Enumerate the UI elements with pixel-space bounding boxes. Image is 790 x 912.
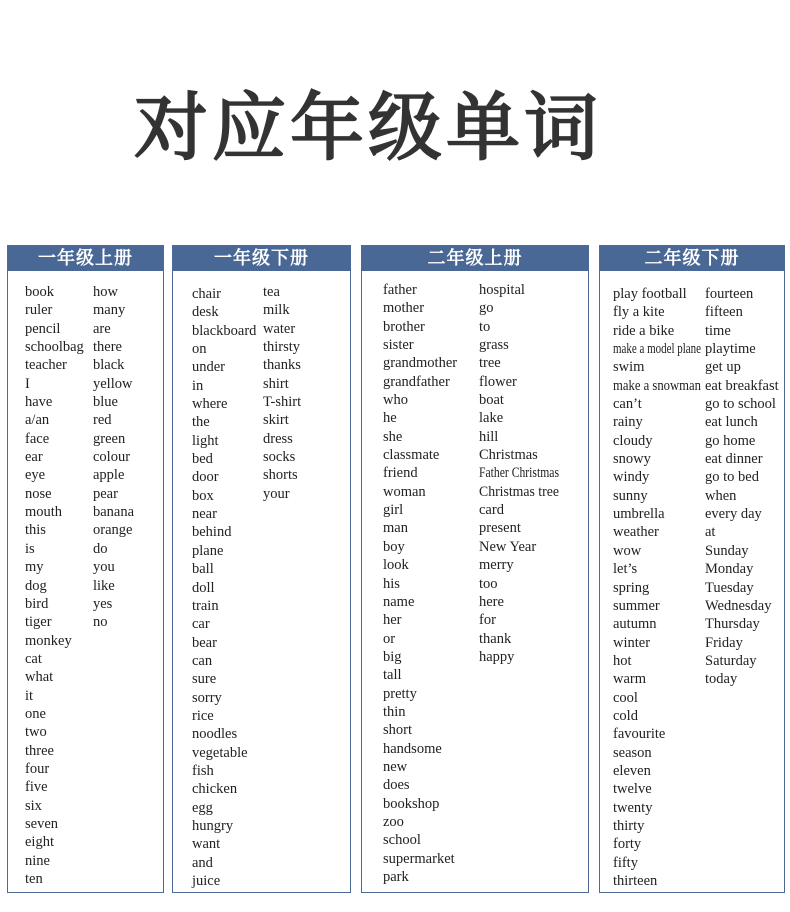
word-item: three — [25, 742, 54, 759]
word-item: twenty — [613, 799, 653, 816]
word-item: look — [383, 557, 409, 574]
word-item: sunny — [613, 487, 648, 504]
word-item: train — [192, 597, 219, 614]
word-item: supermarket — [383, 850, 455, 867]
word-item: Christmas tree — [479, 483, 559, 500]
word-item: tall — [383, 667, 402, 684]
word-item: nose — [25, 485, 52, 502]
word-item: a/an — [25, 412, 50, 429]
word-item: banana — [93, 504, 135, 521]
word-item: thin — [383, 703, 406, 720]
panel-header: 一年级下册 — [173, 246, 350, 271]
word-item: schoolbag — [25, 339, 84, 356]
word-item: here — [479, 593, 504, 610]
word-item: where — [192, 396, 228, 413]
word-item: pencil — [25, 320, 61, 337]
word-item: on — [192, 341, 207, 358]
word-item: school — [383, 832, 421, 849]
word-item: fish — [192, 762, 214, 779]
word-item: fifteen — [705, 304, 743, 321]
word-item: spring — [613, 579, 650, 596]
word-item: his — [383, 575, 400, 592]
word-item: can — [192, 652, 213, 669]
word-item: or — [383, 630, 396, 647]
word-item: orange — [93, 522, 133, 539]
word-item: tea — [263, 284, 280, 300]
word-item: park — [383, 869, 409, 885]
word-item: lake — [479, 410, 504, 427]
word-item: car — [192, 616, 210, 633]
word-item: mouth — [25, 504, 63, 521]
word-item: six — [25, 797, 42, 814]
word-item: want — [192, 836, 221, 853]
word-item: for — [479, 612, 496, 629]
word-item: grandmother — [383, 355, 458, 372]
word-item: does — [383, 777, 410, 794]
word-item: red — [93, 412, 112, 429]
word-item: she — [383, 428, 403, 445]
word-item: face — [25, 430, 50, 447]
word-item: dress — [263, 430, 293, 447]
word-item: one — [25, 705, 46, 722]
word-item: grass — [479, 337, 509, 354]
word-item: this — [25, 522, 46, 539]
word-item: bed — [192, 451, 213, 468]
word-item: I — [25, 375, 30, 392]
word-item: monkey — [25, 632, 72, 649]
word-item: in — [192, 377, 204, 394]
word-item: sister — [383, 337, 414, 354]
word-item: nine — [25, 852, 50, 869]
word-item: box — [192, 487, 214, 504]
word-item: present — [479, 520, 521, 537]
word-item: eight — [25, 834, 54, 851]
word-item: ten — [25, 871, 43, 887]
word-item: light — [192, 432, 219, 449]
word-item: is — [25, 540, 35, 557]
word-item: dog — [25, 577, 47, 594]
word-item: thirsty — [263, 339, 301, 356]
word-item: flower — [479, 373, 517, 390]
word-item: thirty — [613, 817, 645, 834]
word-item: chair — [192, 286, 221, 302]
word-item: Wednesday — [705, 597, 772, 614]
word-item: black — [93, 357, 125, 374]
word-item: mother — [383, 300, 425, 317]
word-item: like — [93, 577, 115, 594]
word-item: fourteen — [705, 286, 754, 302]
word-item: yellow — [93, 375, 133, 392]
word-item: thank — [479, 630, 512, 647]
word-item: my — [25, 559, 44, 576]
word-item: water — [263, 320, 296, 337]
word-item: hot — [613, 652, 632, 669]
word-item: eat breakfast — [705, 377, 779, 394]
word-item: handsome — [383, 740, 442, 757]
word-item: windy — [613, 469, 650, 486]
word-item: short — [383, 722, 412, 739]
word-item: too — [479, 575, 498, 592]
word-item: warm — [613, 671, 647, 688]
panel-header: 一年级上册 — [8, 246, 163, 271]
word-item: wow — [613, 542, 642, 559]
word-item: go — [479, 300, 494, 317]
word-item: every day — [705, 506, 762, 523]
word-item: have — [25, 394, 53, 411]
word-item: who — [383, 392, 408, 409]
word-item: chicken — [192, 781, 238, 798]
word-item: father — [383, 282, 417, 298]
page-title: 对应年级单词 — [134, 85, 602, 171]
word-item: eat lunch — [705, 414, 758, 431]
word-item: cold — [613, 707, 638, 724]
word-item: snowy — [613, 451, 651, 468]
word-item: new — [383, 758, 408, 775]
word-item: at — [705, 524, 716, 541]
word-item: sorry — [192, 689, 222, 706]
word-item: play football — [613, 286, 687, 302]
word-item: name — [383, 593, 415, 610]
word-item: today — [705, 671, 738, 688]
word-item: sure — [192, 671, 217, 688]
word-item: hospital — [479, 282, 525, 298]
word-item: egg — [192, 799, 213, 816]
word-item: cool — [613, 689, 638, 706]
word-item: winter — [613, 634, 651, 651]
word-item: Friday — [705, 634, 743, 651]
word-item: vegetable — [192, 744, 248, 761]
word-item: milk — [263, 302, 290, 319]
word-item: thirteen — [613, 873, 658, 889]
word-item: tiger — [25, 614, 52, 631]
panel-grade2-vol2 — [599, 245, 785, 893]
word-item: big — [383, 648, 402, 665]
word-item: apple — [93, 467, 125, 484]
word-item: Thursday — [705, 616, 760, 633]
word-item: fly a kite — [613, 304, 665, 321]
word-item: her — [383, 612, 402, 629]
panel-grade1-vol1 — [7, 245, 164, 893]
word-item: the — [192, 414, 210, 431]
panel-grade2-vol1 — [361, 245, 589, 893]
word-item: eye — [25, 467, 46, 484]
word-item: and — [192, 854, 213, 871]
word-item: tree — [479, 355, 501, 372]
word-item: blue — [93, 394, 118, 411]
word-item: under — [192, 359, 226, 376]
word-item: your — [263, 485, 290, 502]
word-item: book — [25, 284, 54, 300]
word-item: many — [93, 302, 126, 319]
word-item: juice — [192, 873, 221, 889]
word-item: eleven — [613, 762, 651, 779]
word-column-2 — [705, 285, 779, 689]
word-item: behind — [192, 524, 232, 541]
panel-header: 二年级下册 — [600, 246, 784, 271]
word-item: door — [192, 469, 219, 486]
word-item: man — [383, 520, 408, 537]
word-item: there — [93, 339, 122, 356]
word-item: socks — [263, 449, 296, 466]
word-item: go to school — [705, 396, 776, 413]
word-item: shirt — [263, 375, 289, 392]
word-item: rainy — [613, 414, 643, 431]
word-item: noodles — [192, 726, 238, 743]
word-item: go home — [705, 432, 756, 449]
word-item: shorts — [263, 467, 298, 484]
word-item: near — [192, 506, 217, 523]
word-item: ruler — [25, 302, 53, 319]
word-item: cloudy — [613, 432, 653, 449]
word-column-2 — [263, 283, 301, 503]
word-item: Sunday — [705, 542, 749, 559]
word-item: Saturday — [705, 652, 757, 669]
word-item: pretty — [383, 685, 417, 702]
word-item: colour — [93, 449, 131, 466]
word-item: woman — [383, 483, 426, 500]
word-item: summer — [613, 597, 660, 614]
word-item: it — [25, 687, 34, 704]
word-item: Christmas — [479, 447, 538, 464]
word-item: go to bed — [705, 469, 759, 486]
word-item: boat — [479, 392, 504, 409]
word-item: five — [25, 779, 48, 796]
word-item: girl — [383, 502, 404, 519]
word-item: blackboard — [192, 322, 257, 339]
word-item: hill — [479, 428, 499, 445]
word-item: skirt — [263, 412, 289, 429]
word-column-2 — [93, 283, 134, 632]
word-item: umbrella — [613, 506, 665, 523]
word-item: fifty — [613, 854, 638, 871]
word-item: he — [383, 410, 397, 427]
word-item: make a snowman — [613, 377, 701, 394]
word-item: Monday — [705, 561, 754, 578]
word-item: get up — [705, 359, 741, 376]
word-item: swim — [613, 359, 645, 376]
word-item: when — [705, 487, 737, 504]
word-item: pear — [93, 485, 118, 502]
word-item: what — [25, 669, 54, 686]
word-item: ride a bike — [613, 322, 675, 339]
word-item: forty — [613, 836, 642, 853]
word-item: time — [705, 322, 731, 339]
word-item: ball — [192, 561, 214, 578]
word-item: playtime — [705, 341, 756, 358]
word-item: rice — [192, 707, 214, 724]
word-item: favourite — [613, 726, 666, 743]
word-item: happy — [479, 648, 515, 665]
word-column-2 — [479, 281, 578, 666]
word-item: bird — [25, 595, 49, 612]
word-item: to — [479, 318, 491, 335]
word-item: green — [93, 430, 126, 447]
panel-grade1-vol2 — [172, 245, 351, 893]
word-item: bear — [192, 634, 217, 651]
word-item: ear — [25, 449, 43, 466]
word-item: you — [93, 559, 115, 576]
word-column-1 — [383, 281, 457, 886]
word-item: grandfather — [383, 373, 450, 390]
word-item: let’s — [613, 561, 638, 578]
word-item: doll — [192, 579, 215, 596]
word-item: bookshop — [383, 795, 440, 812]
word-item: friend — [383, 465, 418, 482]
word-item: four — [25, 760, 50, 777]
word-item: New Year — [479, 538, 537, 555]
word-item: two — [25, 724, 47, 741]
word-column-1 — [25, 283, 84, 888]
word-item: how — [93, 284, 118, 300]
word-item: thanks — [263, 357, 301, 374]
word-item: weather — [613, 524, 659, 541]
word-item: desk — [192, 304, 219, 321]
panel-header: 二年级上册 — [362, 246, 588, 271]
word-item: no — [93, 614, 108, 631]
word-item: merry — [479, 557, 514, 574]
word-item: teacher — [25, 357, 67, 374]
word-item: Tuesday — [705, 579, 754, 596]
word-item: make a model plane — [613, 341, 701, 358]
word-item: T-shirt — [263, 394, 302, 411]
word-item: zoo — [383, 813, 404, 830]
word-column-1 — [192, 285, 256, 890]
word-item: seven — [25, 815, 59, 832]
word-item: Father Christmas — [479, 465, 559, 482]
word-item: eat dinner — [705, 451, 763, 468]
word-item: autumn — [613, 616, 657, 633]
word-item: hungry — [192, 817, 234, 834]
word-item: classmate — [383, 447, 440, 464]
word-item: brother — [383, 318, 425, 335]
word-item: season — [613, 744, 652, 761]
word-item: do — [93, 540, 108, 557]
word-item: card — [479, 502, 504, 519]
word-item: yes — [93, 595, 113, 612]
word-item: can’t — [613, 396, 642, 413]
word-item: are — [93, 320, 111, 337]
word-item: boy — [383, 538, 405, 555]
word-item: cat — [25, 650, 42, 667]
word-item: twelve — [613, 781, 652, 798]
word-item: plane — [192, 542, 224, 559]
